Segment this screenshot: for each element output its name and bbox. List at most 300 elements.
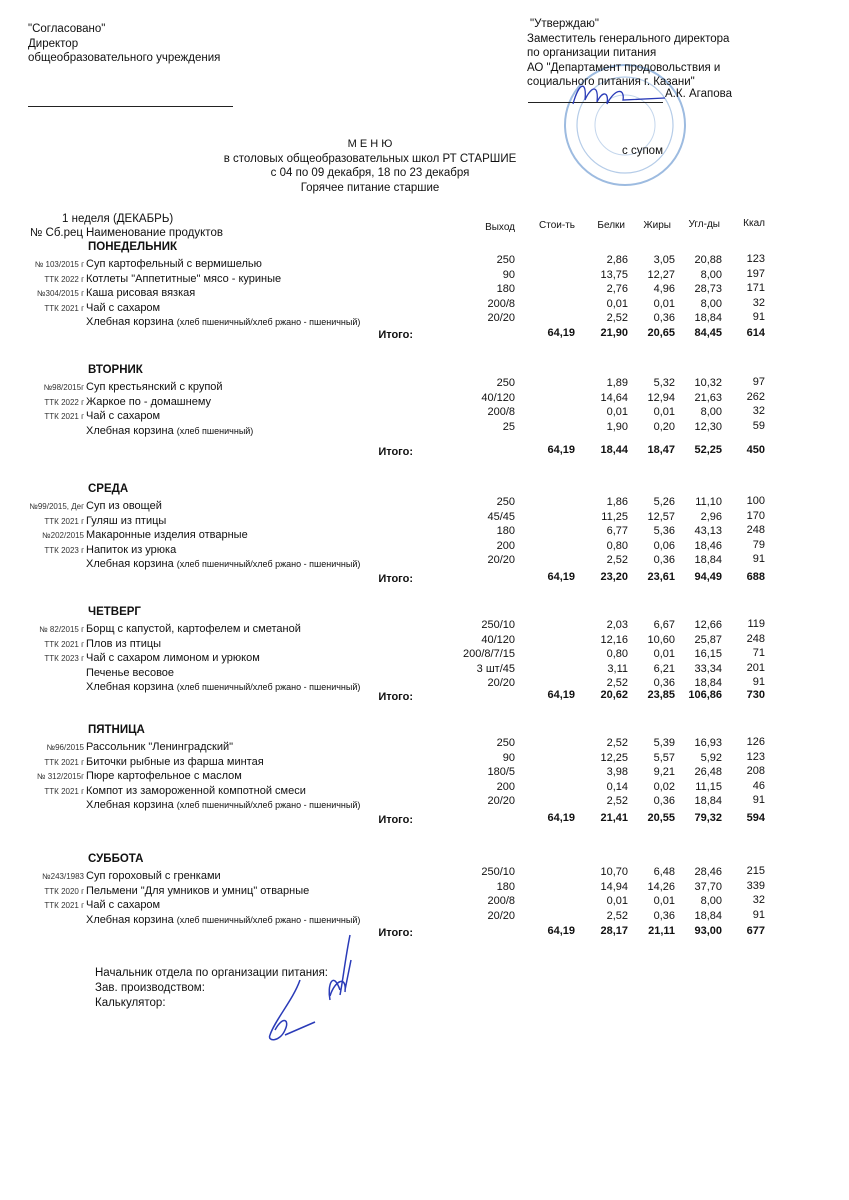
protein-value: 2,76 <box>606 283 628 295</box>
portion-output: 20/20 <box>487 795 515 807</box>
protein-value: 1,89 <box>606 377 628 389</box>
total-kcal: 730 <box>746 689 765 701</box>
total-cost: 64,19 <box>547 444 575 456</box>
fat-value: 0,36 <box>653 312 675 324</box>
kcal-value: 32 <box>752 296 765 309</box>
calculator-label: Калькулятор: <box>95 997 166 1009</box>
col-fat-header: Жиры <box>643 220 671 231</box>
recipe-code: ТТК 2021 г <box>44 516 84 526</box>
fat-value: 5,32 <box>653 377 675 389</box>
carbs-value: 26,48 <box>694 766 722 778</box>
carbs-value: 25,87 <box>694 633 722 646</box>
carbs-value: 2,96 <box>700 510 722 523</box>
dish-name-text: Котлеты "Аппетитные" мясо - куриные <box>86 272 282 285</box>
dish-name <box>86 741 233 753</box>
kcal-value: 91 <box>752 676 765 688</box>
protein-value: 2,52 <box>606 554 628 566</box>
kcal-value: 126 <box>746 736 765 748</box>
recipe-code: №304/2015 г <box>36 289 84 298</box>
total-protein: 20,62 <box>600 689 628 701</box>
kcal-value: 170 <box>746 509 765 522</box>
fat-value: 10,60 <box>647 633 675 646</box>
protein-value: 1,86 <box>606 496 628 508</box>
protein-value: 10,70 <box>600 866 628 878</box>
total-protein: 18,44 <box>600 444 628 456</box>
dish-name <box>86 870 221 882</box>
portion-output: 20/20 <box>487 909 515 922</box>
approve-label: "Утверждаю" <box>530 18 599 30</box>
kcal-value: 339 <box>746 879 765 892</box>
total-label: Итого: <box>378 691 413 703</box>
dish-name <box>86 410 160 422</box>
total-protein: 21,41 <box>600 812 628 824</box>
total-kcal: 594 <box>746 812 765 824</box>
portion-output: 40/120 <box>481 633 515 646</box>
carbs-value: 18,46 <box>694 539 722 552</box>
recipe-code: №243/1983 <box>42 872 84 881</box>
portion-output: 200/8/7/15 <box>463 648 515 660</box>
dish-name <box>86 381 223 393</box>
institution-label: общеобразовательного учреждения <box>28 52 221 64</box>
fat-value: 0,02 <box>653 780 675 793</box>
day-title: ПОНЕДЕЛЬНИК <box>88 241 177 253</box>
protein-value: 12,16 <box>600 633 628 646</box>
fat-value: 4,96 <box>653 283 675 295</box>
recipe-code: № 103/2015 г <box>34 260 84 269</box>
dish-name <box>86 544 176 556</box>
protein-value: 2,52 <box>606 909 628 922</box>
carbs-value: 20,88 <box>694 254 722 266</box>
carbs-value: 11,10 <box>695 496 722 508</box>
dish-name-text: Пельмени "Для умников и умниц" отварные <box>86 884 310 897</box>
fat-value: 6,21 <box>653 662 675 675</box>
total-kcal: 614 <box>746 327 765 339</box>
total-row <box>0 571 849 585</box>
dish-name <box>86 652 260 664</box>
recipe-code: ТТК 2021 г <box>44 757 84 767</box>
carbs-value: 16,15 <box>694 648 722 660</box>
fat-value: 14,26 <box>647 880 675 893</box>
company-label: АО "Департамент продовольствия и <box>527 61 721 74</box>
portion-output: 200/8 <box>487 297 515 310</box>
dish-name <box>86 899 160 911</box>
kcal-value: 215 <box>746 865 765 877</box>
dish-name-text: Компот из замороженной компотной смеси <box>86 784 306 797</box>
total-row <box>0 812 849 826</box>
protein-value: 3,11 <box>607 662 628 675</box>
kcal-value: 262 <box>746 390 765 403</box>
portion-output: 250/10 <box>481 619 515 631</box>
carbs-value: 8,00 <box>700 895 722 907</box>
fat-value: 9,21 <box>653 766 675 778</box>
total-carbs: 79,32 <box>694 812 722 824</box>
carbs-value: 18,84 <box>694 312 722 324</box>
dish-name-text: Биточки рыбные из фарша минтая <box>86 755 264 768</box>
dish-name <box>86 287 195 299</box>
day-title: ВТОРНИК <box>88 364 143 376</box>
recipe-code: ТТК 2021 г <box>44 786 84 796</box>
agreed-label: "Согласовано" <box>28 23 106 35</box>
dish-name-text: Хлебная корзина <box>86 681 174 693</box>
protein-value: 12,25 <box>600 751 628 764</box>
recipe-code: ТТК 2022 г <box>44 274 84 284</box>
portion-output: 20/20 <box>487 312 515 324</box>
fat-value: 0,20 <box>653 420 675 433</box>
carbs-value: 33,34 <box>694 662 722 675</box>
total-carbs: 84,45 <box>694 327 722 339</box>
recipe-code: ТТК 2021 г <box>44 901 84 910</box>
dish-name <box>86 885 309 897</box>
protein-value: 2,52 <box>606 677 628 689</box>
dish-name-text: Хлебная корзина <box>86 316 174 328</box>
portion-output: 90 <box>502 751 515 764</box>
recipe-code: № 82/2015 г <box>39 625 84 634</box>
fat-value: 0,01 <box>653 297 675 310</box>
fat-value: 0,01 <box>653 895 675 907</box>
portion-output: 250 <box>496 737 515 749</box>
dish-name-text: Суп гороховый с гренками <box>86 870 221 882</box>
total-fat: 18,47 <box>647 444 675 456</box>
dish-name-text: Напиток из урюка <box>86 543 177 556</box>
dish-note: (хлеб пшеничный/хлеб ржано - пшеничный) <box>176 914 361 925</box>
carbs-value: 28,73 <box>694 283 722 295</box>
recipe-code: №98/2015г <box>43 383 84 392</box>
kcal-value: 248 <box>746 632 765 645</box>
total-row <box>0 689 849 703</box>
protein-value: 11,25 <box>601 510 628 523</box>
total-label: Итого: <box>378 329 413 341</box>
menu-item-row <box>0 419 849 438</box>
portion-output: 40/120 <box>481 391 515 404</box>
deputy-director-label: Заместитель генерального директора <box>527 32 730 45</box>
kcal-value: 119 <box>747 618 765 630</box>
menu-type: Горячее питание старшие <box>300 181 440 194</box>
portion-output: 180 <box>496 283 515 295</box>
total-row <box>0 327 849 341</box>
total-label: Итого: <box>378 927 413 939</box>
dish-name-text: Хлебная корзина <box>86 913 174 926</box>
kcal-value: 197 <box>746 267 765 280</box>
total-label: Итого: <box>378 446 413 458</box>
dish-name <box>86 558 360 570</box>
protein-value: 2,03 <box>606 619 628 631</box>
total-cost: 64,19 <box>547 812 575 824</box>
portion-output: 200 <box>496 539 515 552</box>
dish-name <box>86 529 248 541</box>
dish-name <box>86 756 264 768</box>
dish-name <box>86 914 360 926</box>
protein-value: 1,90 <box>606 420 628 433</box>
day-title: СУББОТА <box>88 853 144 865</box>
protein-value: 0,80 <box>606 648 628 660</box>
carbs-value: 12,30 <box>694 420 722 433</box>
portion-output: 45/45 <box>487 510 515 523</box>
carbs-value: 10,32 <box>694 377 722 389</box>
protein-value: 2,52 <box>606 737 628 749</box>
kcal-value: 201 <box>746 661 765 674</box>
protein-value: 0,01 <box>606 406 628 418</box>
recipe-code: №96/2015 <box>46 743 84 752</box>
day-title: ЧЕТВЕРГ <box>88 606 141 618</box>
protein-value: 2,86 <box>606 254 628 266</box>
dish-name-text: Чай с сахаром <box>86 410 161 422</box>
signer-name: А.К. Агапова <box>665 88 732 100</box>
total-fat: 23,85 <box>647 689 675 701</box>
recipe-code: №99/2015, Дег <box>29 502 84 511</box>
carbs-value: 18,84 <box>694 554 722 566</box>
recipe-code: ТТК 2023 г <box>44 545 84 555</box>
carbs-value: 18,84 <box>694 795 722 807</box>
dish-name-text: Рассольник "Ленинградский" <box>86 741 234 753</box>
carbs-value: 18,84 <box>694 677 722 689</box>
recipe-code: №202/2015 <box>42 531 84 540</box>
dish-name <box>86 302 160 314</box>
total-cost: 64,19 <box>547 327 575 339</box>
portion-output: 250 <box>496 254 515 266</box>
fat-value: 0,01 <box>653 648 675 660</box>
day-title: ПЯТНИЦА <box>88 724 145 736</box>
total-fat: 23,61 <box>647 571 675 583</box>
portion-output: 90 <box>502 268 515 281</box>
kcal-value: 91 <box>752 908 765 921</box>
dish-name-text: Пюре картофельное с маслом <box>86 770 242 782</box>
fat-value: 0,36 <box>653 554 675 566</box>
dish-name-text: Гуляш из птицы <box>86 514 167 527</box>
recipe-code: № 312/2015г <box>36 772 84 781</box>
dish-name <box>86 500 162 512</box>
dish-name-text: Хлебная корзина <box>86 799 174 811</box>
total-carbs: 106,86 <box>688 689 722 701</box>
total-fat: 21,11 <box>648 925 675 937</box>
total-cost: 64,19 <box>547 925 575 937</box>
dish-name <box>86 273 281 285</box>
dish-name-text: Чай с сахаром <box>86 899 161 911</box>
recipe-code: ТТК 2021 г <box>44 639 84 649</box>
dish-name <box>86 799 360 811</box>
kcal-value: 91 <box>752 794 765 806</box>
portion-output: 250 <box>496 496 515 508</box>
dish-name <box>86 515 166 527</box>
company-label-2: социального питания г. Казани" <box>527 76 695 88</box>
portion-output: 20/20 <box>487 554 515 566</box>
kcal-value: 100 <box>746 495 765 507</box>
portion-output: 200/8 <box>487 406 515 418</box>
fat-value: 12,57 <box>647 510 675 523</box>
fat-value: 3,05 <box>653 254 675 266</box>
protein-value: 14,94 <box>600 880 628 893</box>
fat-value: 0,01 <box>653 406 675 418</box>
total-row <box>0 444 849 458</box>
dish-name-text: Макаронные изделия отварные <box>86 529 248 541</box>
dish-name-text: Чай с сахаром <box>86 301 161 314</box>
total-protein: 23,20 <box>600 571 628 583</box>
dish-name-text: Каша рисовая вязкая <box>86 287 196 299</box>
dish-note: (хлеб пшеничный) <box>176 425 254 436</box>
soup-note: с супом <box>622 145 663 157</box>
carbs-value: 8,00 <box>700 406 722 418</box>
carbs-value: 21,63 <box>694 391 722 404</box>
dish-name-text: Хлебная корзина <box>86 558 174 570</box>
dish-name-text: Суп из овощей <box>86 500 162 512</box>
total-fat: 20,55 <box>647 812 675 824</box>
total-label: Итого: <box>378 573 413 585</box>
day-title: СРЕДА <box>88 483 129 495</box>
dish-name <box>86 785 306 797</box>
protein-value: 2,52 <box>606 795 628 807</box>
dish-name-text: Хлебная корзина <box>86 424 174 437</box>
fat-value: 0,06 <box>653 539 675 552</box>
dish-name-text: Печенье весовое <box>86 666 175 679</box>
fat-value: 6,48 <box>653 866 675 878</box>
fat-value: 0,36 <box>653 909 675 922</box>
col-output-header: Выход <box>485 222 515 233</box>
menu-item-row <box>0 553 849 571</box>
dish-note: (хлеб пшеничный/хлеб ржано - пшеничный) <box>176 682 361 692</box>
col-carbs-header: Угл-ды <box>688 219 720 230</box>
fat-value: 5,39 <box>653 737 675 749</box>
carbs-value: 8,00 <box>700 297 722 310</box>
kcal-value: 32 <box>752 405 765 417</box>
kcal-value: 79 <box>752 538 765 551</box>
col-cost-header: Стои-ть <box>539 220 575 231</box>
kcal-value: 171 <box>746 282 765 294</box>
dish-note: (хлеб пшеничный/хлеб ржано - пшеничный) <box>176 559 361 569</box>
menu-subtitle: в столовых общеобразовательных школ РТ СТАРШИЕ <box>223 152 517 165</box>
dish-name <box>86 667 174 679</box>
protein-value: 14,64 <box>600 391 628 404</box>
dish-name <box>86 425 253 437</box>
fat-value: 0,36 <box>653 795 675 807</box>
protein-value: 0,01 <box>606 297 628 310</box>
recipe-code: ТТК 2021 г <box>44 303 84 313</box>
approval-left-block <box>28 22 220 66</box>
dish-name <box>86 770 242 782</box>
signature-line-left <box>28 106 233 107</box>
carbs-value: 11,15 <box>695 780 722 793</box>
dish-name-text: Плов из птицы <box>86 637 162 650</box>
col-kcal-header: Ккал <box>743 218 765 229</box>
menu-item-row <box>0 794 849 812</box>
kcal-value: 59 <box>752 419 765 432</box>
total-carbs: 52,25 <box>694 444 722 456</box>
recipe-code: ТТК 2020 г <box>44 886 84 896</box>
carbs-value: 12,66 <box>694 619 722 631</box>
carbs-value: 43,13 <box>694 525 722 537</box>
portion-output: 200 <box>496 780 515 793</box>
carbs-value: 16,93 <box>694 737 722 749</box>
kcal-value: 71 <box>752 647 765 659</box>
dish-name <box>86 638 161 650</box>
protein-value: 0,01 <box>606 895 628 907</box>
recipe-code: ТТК 2021 г <box>44 412 84 421</box>
carbs-value: 37,70 <box>694 880 722 893</box>
director-signature-icon <box>565 78 675 110</box>
total-kcal: 688 <box>746 571 765 583</box>
portion-output: 20/20 <box>487 677 515 689</box>
dish-name-text: Чай с сахаром лимоном и урюком <box>86 652 260 664</box>
col-code-header: № Сб.рец <box>30 227 83 239</box>
director-label: Директор <box>28 37 79 50</box>
portion-output: 180/5 <box>487 766 515 778</box>
dish-note: (хлеб пшеничный/хлеб ржано - пшеничный) <box>176 800 361 810</box>
kcal-value: 97 <box>752 376 765 388</box>
portion-output: 25 <box>502 420 515 433</box>
portion-output: 3 шт/45 <box>476 662 515 675</box>
portion-output: 200/8 <box>487 895 515 907</box>
kcal-value: 91 <box>752 311 765 323</box>
kcal-value: 123 <box>746 253 765 265</box>
protein-value: 13,75 <box>600 268 628 281</box>
total-kcal: 677 <box>746 925 765 937</box>
fat-value: 6,67 <box>653 619 675 631</box>
kcal-value: 32 <box>752 894 765 906</box>
dish-name <box>86 623 301 635</box>
kcal-value: 123 <box>746 750 765 763</box>
portion-output: 250/10 <box>481 866 515 878</box>
dish-note: (хлеб пшеничный/хлеб ржано - пшеничный) <box>176 317 361 327</box>
fat-value: 5,57 <box>653 751 675 764</box>
total-protein: 28,17 <box>600 925 628 937</box>
protein-value: 0,14 <box>606 780 628 793</box>
kcal-value: 208 <box>746 765 765 777</box>
fat-value: 5,36 <box>653 525 675 537</box>
head-of-department-label: Начальник отдела по организации питания: <box>95 967 328 979</box>
total-label: Итого: <box>378 814 413 826</box>
org-label: по организации питания <box>527 47 657 59</box>
total-row <box>0 925 849 939</box>
fat-value: 5,26 <box>653 496 675 508</box>
menu-title: М Е Н Ю <box>347 138 393 150</box>
dish-name-text: Жаркое по - домашнему <box>86 395 212 408</box>
fat-value: 12,94 <box>647 391 675 404</box>
protein-value: 6,77 <box>606 525 628 537</box>
total-kcal: 450 <box>746 444 765 456</box>
portion-output: 250 <box>496 377 515 389</box>
week-label: 1 неделя (ДЕКАБРЬ) <box>62 213 174 225</box>
total-carbs: 93,00 <box>694 925 722 937</box>
protein-value: 3,98 <box>606 766 628 778</box>
fat-value: 0,36 <box>653 677 675 689</box>
kcal-value: 248 <box>746 524 765 536</box>
dish-name-text: Суп крестьянский с крупой <box>86 381 223 393</box>
total-fat: 20,65 <box>647 327 675 339</box>
fat-value: 12,27 <box>647 268 675 281</box>
carbs-value: 28,46 <box>694 866 722 878</box>
dish-name-text: Борщ с капустой, картофелем и сметаной <box>86 623 301 635</box>
footer-signatures-icon <box>255 930 365 1050</box>
carbs-value: 5,92 <box>700 751 722 764</box>
total-cost: 64,19 <box>547 689 575 701</box>
carbs-value: 8,00 <box>700 268 722 281</box>
col-name-header: Наименование продуктов <box>86 227 223 239</box>
production-manager-label: Зав. производством: <box>95 982 205 994</box>
carbs-value: 18,84 <box>694 909 722 922</box>
menu-dates: с 04 по 09 декабря, 18 по 23 декабря <box>270 167 470 179</box>
recipe-code: ТТК 2022 г <box>44 397 84 407</box>
recipe-code: ТТК 2023 г <box>44 654 84 663</box>
dish-name-text: Суп картофельный с вермишелью <box>86 258 262 270</box>
dish-name <box>86 396 211 408</box>
portion-output: 180 <box>496 880 515 893</box>
protein-value: 2,52 <box>606 312 628 324</box>
total-protein: 21,90 <box>600 327 628 339</box>
col-protein-header: Белки <box>597 220 625 231</box>
protein-value: 0,80 <box>606 539 628 552</box>
document-title <box>200 137 540 195</box>
dish-name <box>86 258 262 270</box>
total-carbs: 94,49 <box>694 571 722 583</box>
portion-output: 180 <box>496 525 515 537</box>
